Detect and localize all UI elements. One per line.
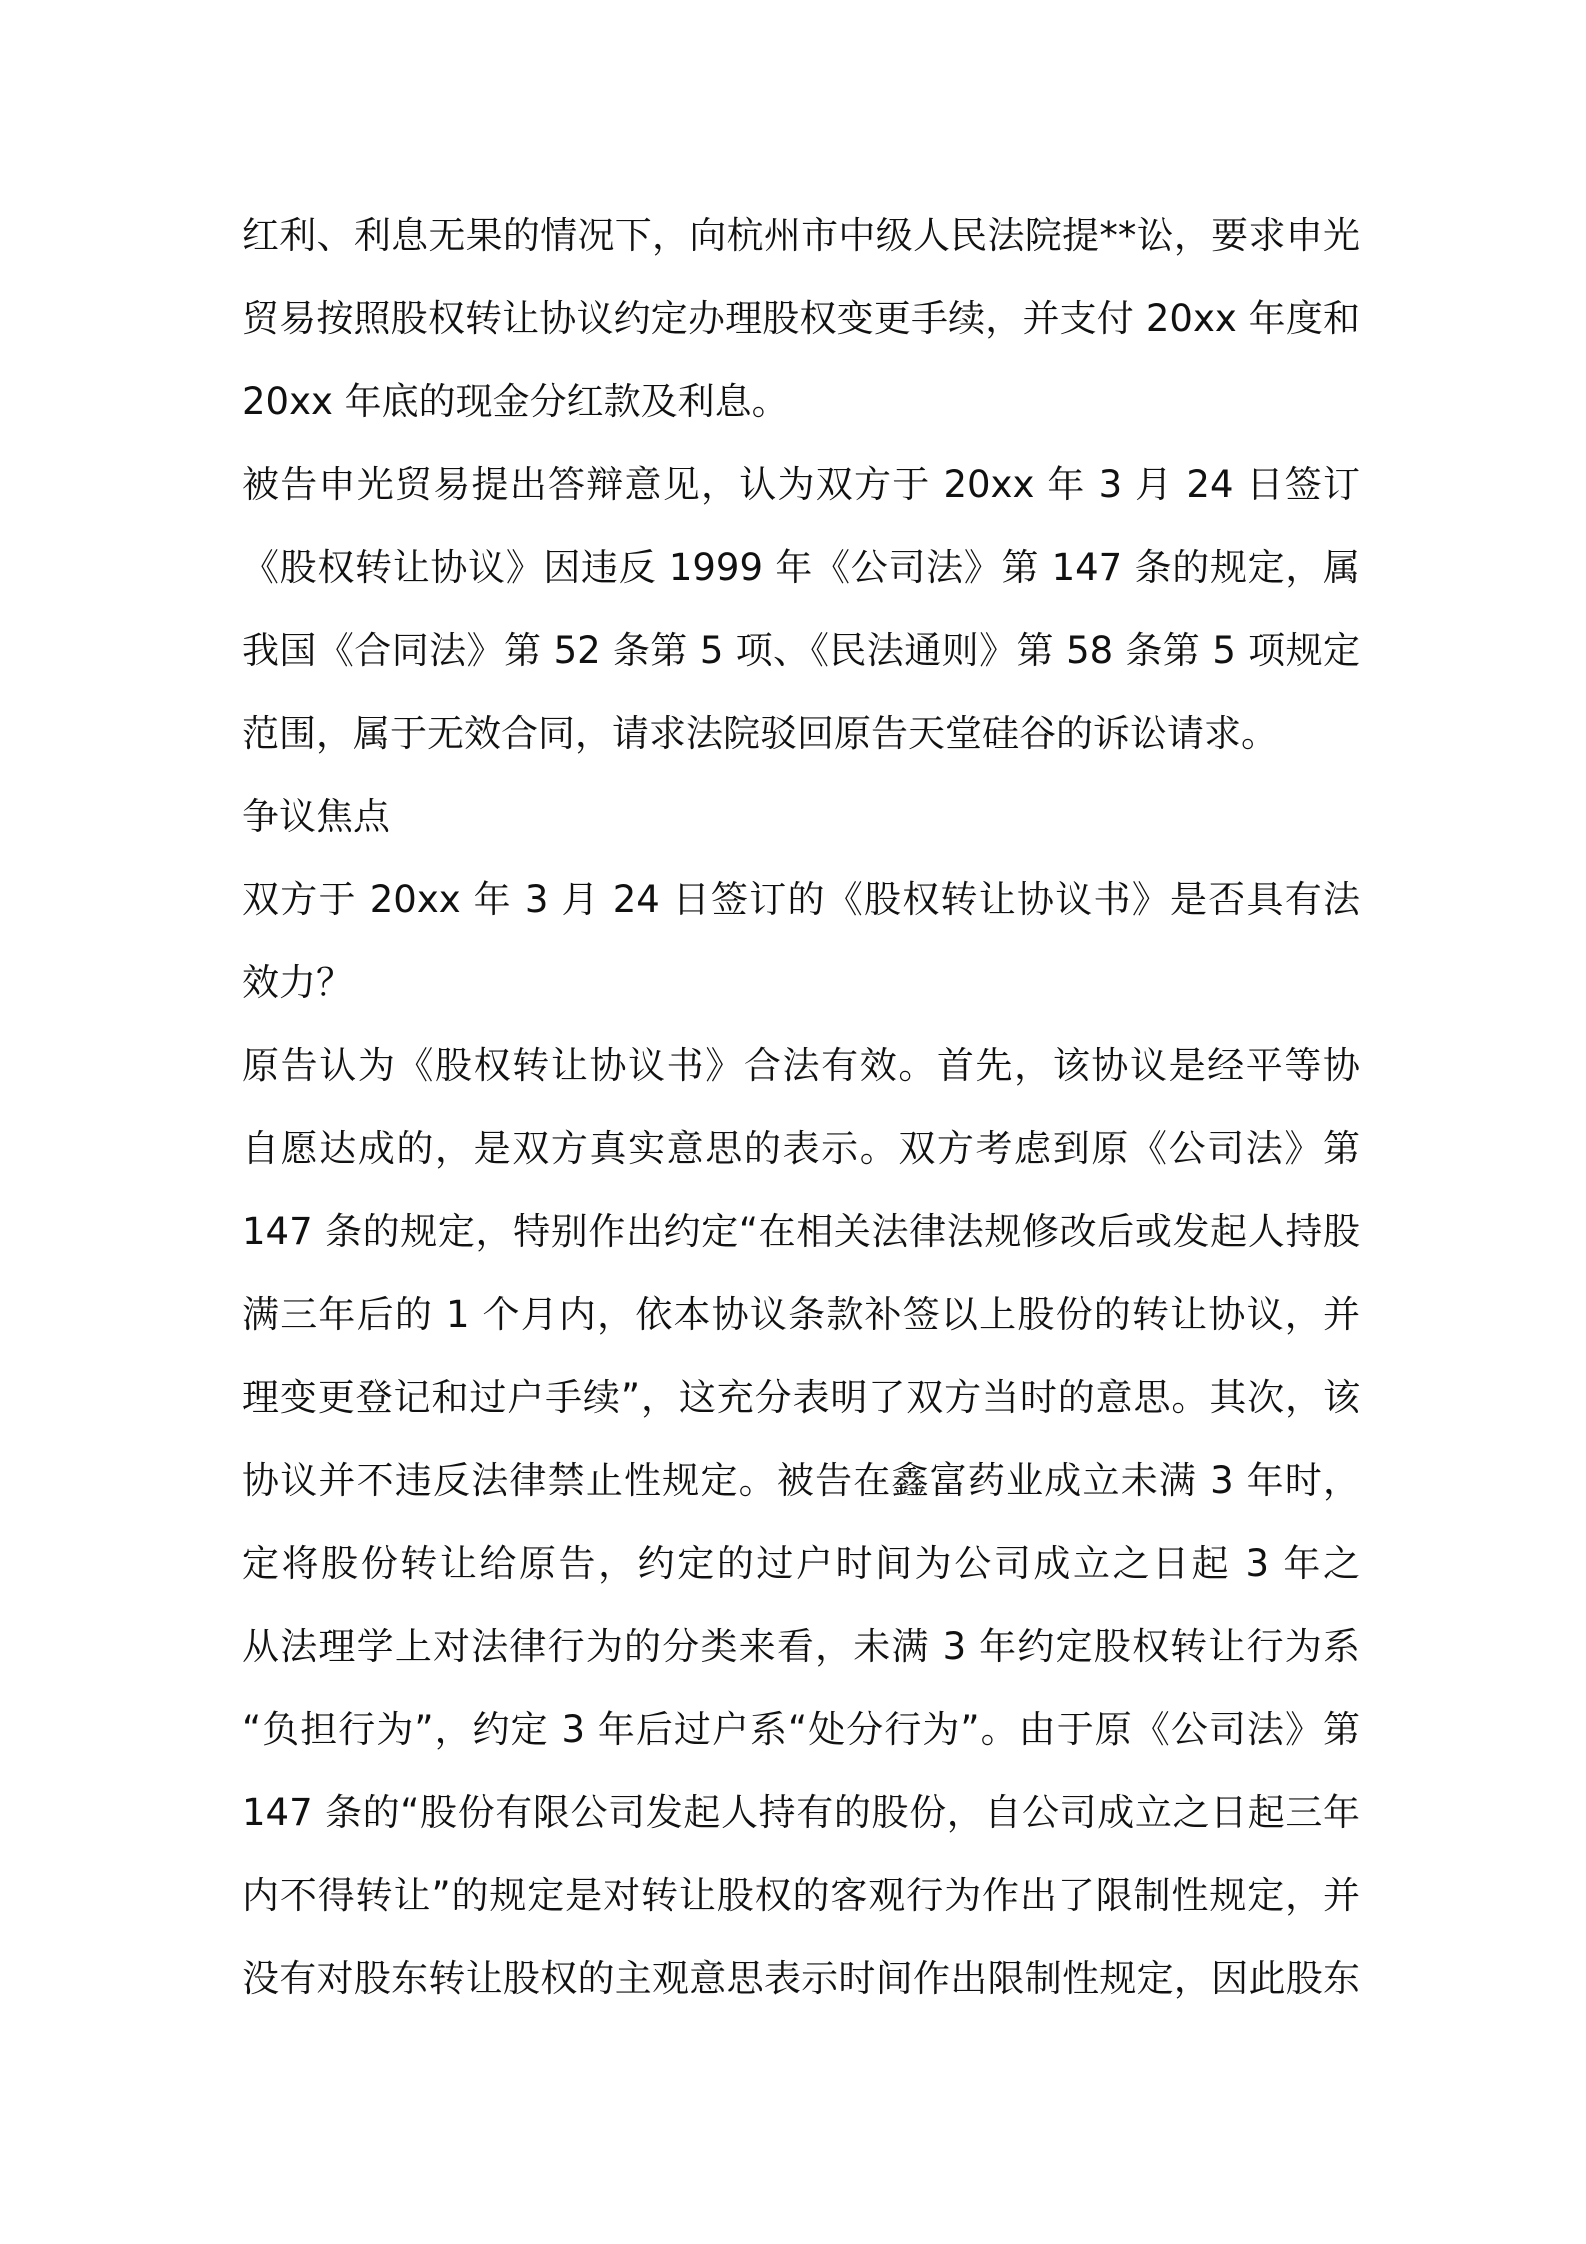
text-line: 理变更登记和过户手续”，这充分表明了双方当时的意思。其次，该 <box>242 1376 1360 1419</box>
text-line: “负担行为”，约定 3 年后过户系“处分行为”。由于原《公司法》第 <box>242 1708 1360 1751</box>
text-line: 内不得转让”的规定是对转让股权的客观行为作出了限制性规定，并 <box>242 1874 1360 1917</box>
text-line: 自愿达成的，是双方真实意思的表示。双方考虑到原《公司法》第 <box>242 1127 1360 1170</box>
text-line: 原告认为《股权转让协议书》合法有效。首先，该协议是经平等协 <box>242 1044 1360 1087</box>
text-line: 效力？ <box>242 961 353 1004</box>
text-line: 20xx 年底的现金分红款及利息。 <box>242 380 789 423</box>
text-line: 贸易按照股权转让协议约定办理股权变更手续，并支付 20xx 年度和 <box>242 297 1360 340</box>
text-line: 红利、利息无果的情况下，向杭州市中级人民法院提**讼，要求申光 <box>242 214 1360 257</box>
text-line: 被告申光贸易提出答辩意见，认为双方于 20xx 年 3 月 24 日签订 <box>242 463 1360 506</box>
text-line: 147 条的“股份有限公司发起人持有的股份，自公司成立之日起三年 <box>242 1791 1360 1834</box>
text-line: 范围，属于无效合同，请求法院驳回原告天堂硅谷的诉讼请求。 <box>242 712 1278 755</box>
text-line: 满三年后的 1 个月内，依本协议条款补签以上股份的转让协议，并 <box>242 1293 1360 1336</box>
text-line: 双方于 20xx 年 3 月 24 日签订的《股权转让协议书》是否具有法 <box>242 878 1360 921</box>
section-heading: 争议焦点 <box>242 795 390 838</box>
text-line: 147 条的规定，特别作出约定“在相关法律法规修改后或发起人持股 <box>242 1210 1360 1253</box>
text-line: 没有对股东转让股权的主观意思表示时间作出限制性规定，因此股东 <box>242 1957 1360 2000</box>
text-line: 我国《合同法》第 52 条第 5 项、《民法通则》第 58 条第 5 项规定 <box>242 629 1360 672</box>
text-line: 《股权转让协议》因违反 1999 年《公司法》第 147 条的规定，属 <box>242 546 1360 589</box>
document-body <box>242 194 1360 2020</box>
text-line: 定将股份转让给原告，约定的过户时间为公司成立之日起 3 年之 <box>242 1542 1360 1585</box>
text-line: 从法理学上对法律行为的分类来看，未满 3 年约定股权转让行为系 <box>242 1625 1360 1668</box>
text-line: 协议并不违反法律禁止性规定。被告在鑫富药业成立未满 3 年时， <box>242 1459 1360 1502</box>
